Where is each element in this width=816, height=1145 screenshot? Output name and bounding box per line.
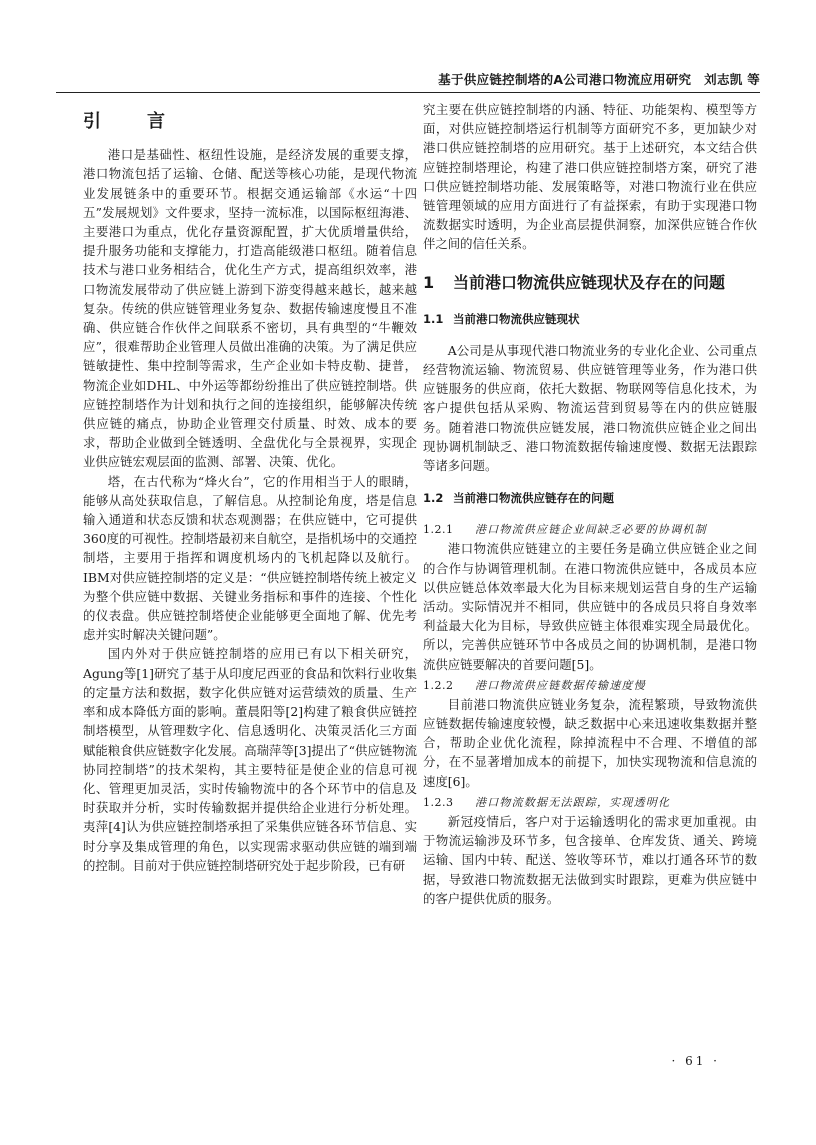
section-1-2-2-paragraph: 目前港口物流供应链业务复杂，流程繁琐，导致物流供应链数据传输速度较慢，缺乏数据中心来迅速收集数据并整合，帮助企业优化流程，除掉流程中不合理、不增值的部分，在不显著增加成本的前提下，加快实现物流和信息流的速度[6]。: [423, 696, 757, 789]
section-number: 1.2.1: [423, 523, 454, 537]
section-1-1-heading: [423, 310, 757, 329]
intro-paragraph-2: 塔，在古代称为“烽火台”，它的作用相当于人的眼睛，能够从高处获取信息，了解信息。从控制论角度，塔是信息输入通道和状态反馈和状态观测器；在供应链中，它可提供360度的可视性。控制塔最初来自航空，是指机场中的交通控制塔，主要用于指挥和调度机场内的飞机起降以及航行。IBM对供应链控制塔的定义是：“供应链控制塔传统上被定义为整个供应链中数据、关键业务指标和事件的连接、个性化的仪表盘。供应链控制塔使企业能够更全面地了解、优先考虑并实时解决关键问题”。: [83, 473, 417, 643]
section-number: 1.1: [423, 311, 444, 326]
section-title: 当前港口物流供应链现状及存在的问题: [453, 272, 726, 292]
left-column: [83, 100, 417, 875]
page-number: · 61 ·: [671, 1054, 720, 1068]
intro-heading: 引 言: [83, 111, 179, 132]
section-number: 1.2.3: [423, 795, 454, 809]
running-header: 基于供应链控制塔的A公司港口物流应用研究 刘志凯 等: [438, 72, 760, 87]
intro-paragraph-1: 港口是基础性、枢纽性设施，是经济发展的重要支撑，港口物流包括了运输、仓储、配送等核心功能，是现代物流业发展链条中的重要环节。根据交通运输部《水运“十四五”发展规划》文件要求，坚持一流标准，以国际枢纽海港、主要港口为重点，优化存量资源配置，扩大优质增量供给，提升服务功能和支撑能力，打造高能级港口枢纽。随着信息技术与港口业务相结合，优化生产方式，提高组织效率，港口物流发展带动了供应链上游到下游变得越来越长，越来越复杂。传统的供应链管理业务复杂、数据传输速度慢且不准确、供应链合作伙伴之间联系不密切，具有典型的“牛鞭效应”，很难帮助企业管理人员做出准确的决策。为了满足供应链敏捷性、集中控制等需求，生产企业如卡特皮勒、捷普，物流企业如DHL、中外运等都纷纷推出了供应链控制塔。供应链控制塔作为计划和执行之间的连接组织，能够解决传统供应链的痛点，协助企业管理交付质量、时效、成本的要求，帮助企业做到全链透明、全盘优化与全景视界，实现企业供应链宏观层面的监测、部署、决策、优化。: [83, 147, 417, 470]
section-1-2-3-heading: [423, 793, 757, 812]
section-number: 1: [423, 272, 435, 292]
section-1-1-paragraph: A公司是从事现代港口物流业务的专业化企业、公司重点经营物流运输、物流贸易、供应链管理等业务，作为港口供应链服务的供应商，依托大数据、物联网等信息化技术，为客户提供包括从采购、物流运营到贸易等在内的供应链服务。随着港口物流供应链发展，港口物流供应链企业之间出现协调机制缺乏、港口物流数据传输速度慢、数据无法跟踪等诸多问题。: [423, 342, 757, 474]
section-1-heading: [423, 270, 757, 296]
section-title: 当前港口物流供应链存在的问题: [453, 491, 614, 506]
intro-continuation: 究主要在供应链控制塔的内涵、特征、功能架构、模型等方面，对供应链控制塔运行机制等方面研究不多，更加缺少对港口供应链控制塔的应用研究。基于上述研究，本文结合供应链控制塔理论，构建了港口供应链控制塔方案，研究了港口供应链控制塔功能、发展策略等，对港口物流行业在供应链管理领域的应用方面进行了有益探索，有助于实现港口物流数据实时透明，为企业高层提供洞察，加深供应链合作伙伴之间的信任关系。: [423, 102, 757, 252]
section-title: 港口物流供应链数据传输速度慢: [475, 678, 646, 692]
section-1-2-heading: [423, 489, 757, 508]
section-1-2-3-paragraph: 新冠疫情后，客户对于运输透明化的需求更加重视。由于物流运输涉及环节多，包含接单、仓库发货、通关、跨境运输、国内中转、配送、签收等环节，难以打通各环节的数据，导致港口物流数据无法做到实时跟踪，更难为供应链中的客户提供优质的服务。: [423, 813, 757, 906]
header-rule: [56, 92, 760, 93]
section-1-2-1-heading: [423, 520, 757, 539]
section-number: 1.2.2: [423, 678, 454, 692]
intro-paragraph-3: 国内外对于供应链控制塔的应用已有以下相关研究，Agung等[1]研究了基于从印度尼西亚的食品和饮料行业收集的定量方法和数据，数字化供应链对运营绩效的质量、生产率和成本降低方面的影响。董晨阳等[2]构建了粮食供应链控制塔模型，从管理数字化、信息透明化、决策灵活化三方面赋能粮食供应链数字化发展。高瑞萍等[3]提出了“供应链物流协同控制塔”的技术架构，其主要特征是使企业的信息可视化、管理更加灵活，实时传输物流中的各个环节中的信息及时获取并分析，实时传输数据并提供给企业进行分析处理。夷萍[4]认为供应链控制塔承担了采集供应链各环节信息、实时分享及集成管理的角色，以实现需求驱动供应链的端到端的控制。目前对于供应链控制塔研究处于起步阶段，已有研: [83, 646, 417, 873]
section-number: 1.2: [423, 491, 444, 506]
section-title: 当前港口物流供应链现状: [453, 311, 580, 326]
section-1-2-2-heading: [423, 676, 757, 695]
right-column: [423, 100, 757, 908]
section-title: 港口物流供应链企业间缺乏必要的协调机制: [475, 523, 707, 537]
section-1-2-1-paragraph: 港口物流供应链建立的主要任务是确立供应链企业之间的合作与协调管理机制。在港口物流供应链中，各成员本应以供应链总体效率最大化为目标来规划运营自身的生产运输活动。实际情况并不相同，供应链中的各成员只将自身效率利益最大化为目标，导致供应链主体很难实现全局最优化。所以，完善供应链环节中各成员之间的协调机制，是港口物流供应链要解决的首要问题[5]。: [423, 541, 757, 672]
section-title: 港口物流数据无法跟踪，实现透明化: [475, 795, 671, 809]
